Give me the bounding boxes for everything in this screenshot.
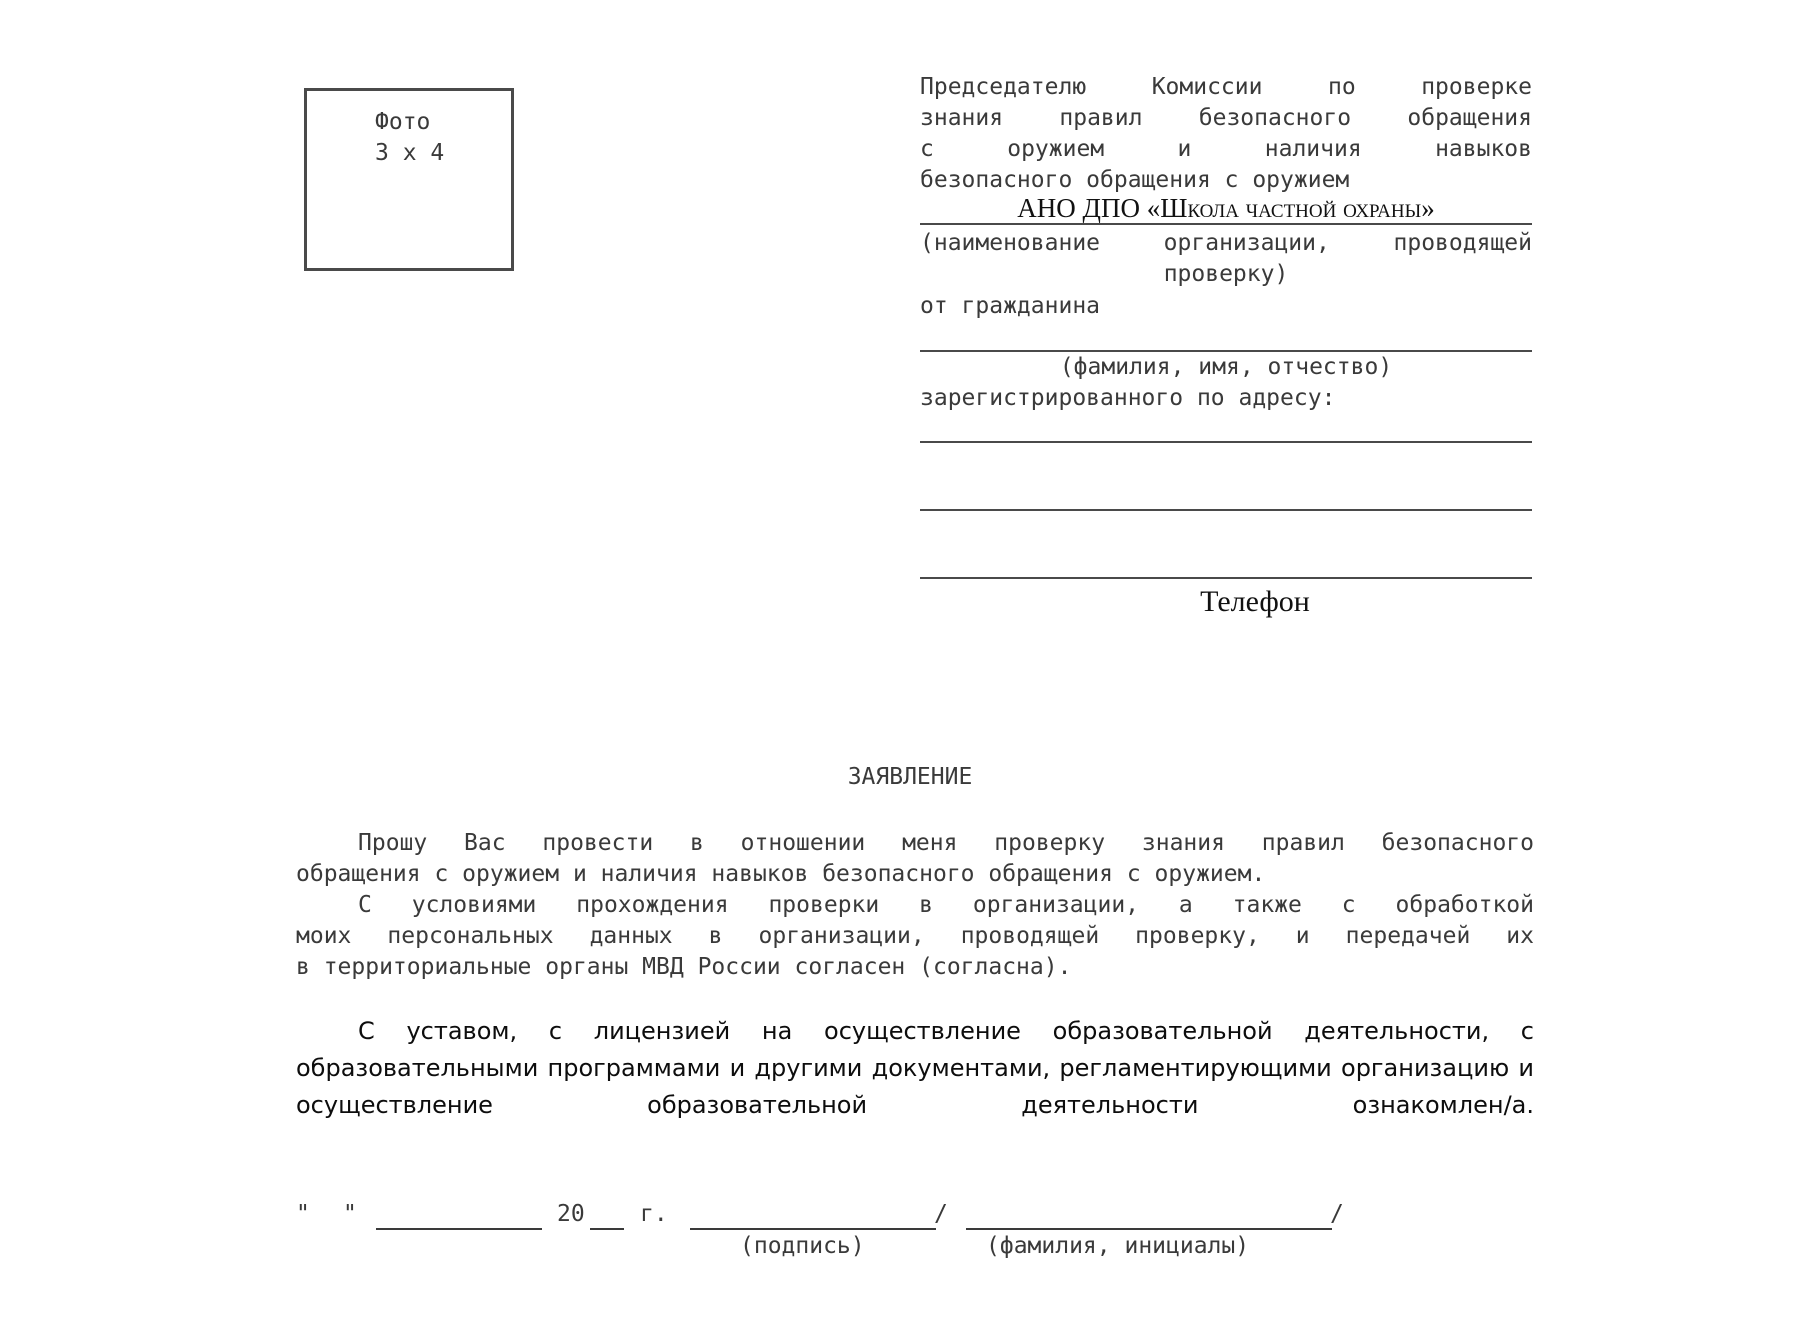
year-field-line[interactable] bbox=[590, 1228, 624, 1230]
statement-paragraph-2-line-3: в территориальные органы МВД России согласен (согласна). bbox=[296, 954, 1072, 980]
signature-slash: / bbox=[934, 1201, 948, 1227]
organization-caption-line-2: проверку) bbox=[1163, 261, 1289, 287]
statement-paragraph-2-line-1: С условиями прохождения проверки в организации, а также с обработкой bbox=[358, 892, 1534, 918]
organization-caption-line-1: (наименование организации, проводящей bbox=[920, 230, 1532, 256]
statement-paragraph-3 bbox=[296, 1013, 1534, 1124]
signature-field-line[interactable] bbox=[690, 1228, 936, 1230]
year-suffix: г. bbox=[640, 1201, 668, 1227]
date-quote-open: " bbox=[296, 1201, 310, 1227]
statement-paragraph-1 bbox=[296, 828, 1534, 890]
address-field-line-3[interactable] bbox=[920, 577, 1532, 579]
photo-label-line-1: Фото bbox=[375, 109, 431, 135]
addressee-line-1: Председателю Комиссии по проверке bbox=[920, 74, 1532, 100]
statement-title: ЗАЯВЛЕНИЕ bbox=[847, 764, 973, 790]
name-initials-caption: (фамилия, инициалы) bbox=[986, 1233, 1250, 1259]
organization-suffix: » bbox=[1421, 193, 1435, 223]
addressee-line-2: знания правил безопасного обращения bbox=[920, 105, 1532, 131]
organization-prefix: АНО ДПО « bbox=[1017, 193, 1161, 223]
signature-caption: (подпись) bbox=[740, 1233, 865, 1259]
address-field-line-1[interactable] bbox=[920, 441, 1532, 443]
address-field-line-2[interactable] bbox=[920, 509, 1532, 511]
from-citizen-label: от гражданина bbox=[920, 293, 1101, 319]
organization-name bbox=[920, 191, 1532, 225]
address-label: зарегистрированного по адресу: bbox=[920, 385, 1336, 411]
statement-paragraph-1-line-1: Прошу Вас провести в отношении меня проверку знания правил безопасного bbox=[358, 830, 1534, 856]
statement-paragraph-2 bbox=[296, 890, 1534, 983]
addressee-line-3: с оружием и наличия навыков bbox=[920, 136, 1532, 162]
photo-placeholder-box bbox=[304, 88, 514, 271]
statement-paragraph-1-line-2: обращения с оружием и наличия навыков безопасного обращения с оружием. bbox=[296, 861, 1266, 887]
organization-title: Школа частной охраны bbox=[1160, 193, 1422, 223]
photo-label bbox=[375, 107, 444, 169]
addressee-line-4: безопасного обращения с оружием bbox=[920, 167, 1350, 193]
name-initials-field-line[interactable] bbox=[966, 1228, 1332, 1230]
statement-paragraph-2-line-2: моих персональных данных в организации, проводящей проверку, и передачей их bbox=[296, 923, 1534, 949]
name-slash: / bbox=[1330, 1201, 1344, 1227]
photo-size-label: 3 x 4 bbox=[375, 140, 445, 166]
statement-paragraph-3-text: С уставом, с лицензией на осуществление образовательной деятельности, с образовательными программами и другими документами, регламентирующими организацию и осуществление образовательной деятельности ознакомлен/а. bbox=[296, 1017, 1534, 1119]
date-quote-close: " bbox=[343, 1201, 357, 1227]
phone-label: Телефон bbox=[1200, 585, 1310, 618]
year-prefix: 20 bbox=[557, 1201, 585, 1227]
fio-caption: (фамилия, имя, отчество) bbox=[1059, 354, 1393, 380]
date-month-line[interactable] bbox=[376, 1228, 542, 1230]
organization-underline bbox=[920, 223, 1532, 225]
